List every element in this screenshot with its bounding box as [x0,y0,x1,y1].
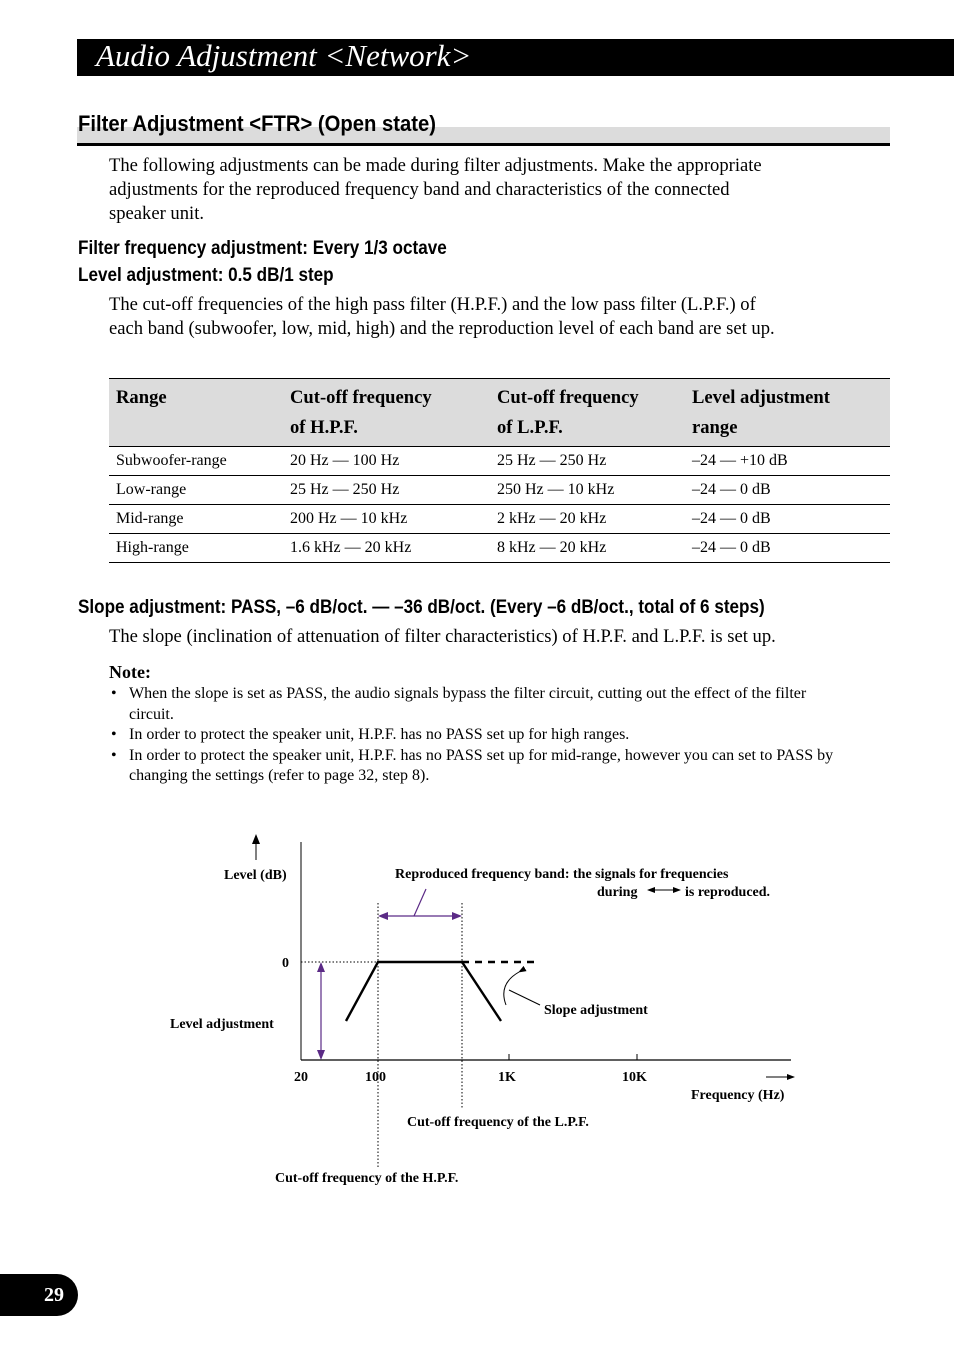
table-cell: Mid-range [109,505,283,534]
note-title: Note: [109,662,151,682]
page-number-tab [0,1274,78,1316]
table-cell: –24 — 0 dB [685,534,890,563]
freq-adjust-heading: Filter frequency adjustment: Every 1/3 octave [78,238,447,259]
level-adjustment-label: Level adjustment [170,1017,274,1032]
x-tick-label: 20 [294,1070,308,1085]
x-tick-label: 1K [498,1070,516,1085]
section-heading-rule [77,143,890,146]
table-cell: –24 — 0 dB [685,476,890,505]
slope-paragraph: The slope (inclination of attenuation of filter characteristics) of H.P.F. and L.P.F. is set up. [109,626,776,647]
filter-range-table [109,378,890,563]
freq-adjust-line: The cut-off frequencies of the high pass filter (H.P.F.) and the low pass filter (L.P.F.) of [109,294,756,315]
table-cell: 200 Hz — 10 kHz [283,505,490,534]
table-header-cell: Range [109,379,283,447]
table-cell: 25 Hz — 250 Hz [490,447,685,476]
list-item: • In order to protect the speaker unit, H.P.F. has no PASS set up for high ranges. [109,725,854,746]
hpf-cutoff-label: Cut-off frequency of the H.P.F. [275,1171,459,1186]
table-cell: Subwoofer-range [109,447,283,476]
band-label-during: during [597,885,638,900]
table-row [109,534,890,563]
table-cell: 20 Hz — 100 Hz [283,447,490,476]
note-list [109,684,854,787]
freq-adjust-paragraph [109,293,775,341]
table-header-cell: Cut-off frequency of L.P.F. [490,379,685,447]
table-row [109,505,890,534]
filter-characteristic-diagram [0,820,954,1200]
intro-line: speaker unit. [109,203,205,224]
freq-adjust-line: each band (subwoofer, low, mid, high) and the reproduction level of each band are set up. [109,318,775,339]
intro-line: adjustments for the reproduced frequency band and characteristics of the connected [109,179,730,200]
table-cell: 8 kHz — 20 kHz [490,534,685,563]
zero-label: 0 [282,956,289,971]
table-header-row [109,379,890,447]
page-number: 29 [44,1284,64,1306]
list-item: • When the slope is set as PASS, the audio signals bypass the filter circuit, cutting out the effect of the filter circuit. [109,684,854,725]
band-label-reproduced: is reproduced. [685,885,771,900]
slope-leader-line [509,990,540,1005]
intro-line: The following adjustments can be made during filter adjustments. Make the appropriate [109,155,762,176]
list-item: • In order to protect the speaker unit, H.P.F. has no PASS set up for mid-range, however you can set to PASS by changing the settings (refer to page 32, step 8). [109,746,854,787]
table-cell: 2 kHz — 20 kHz [490,505,685,534]
x-tick-label: 100 [365,1070,386,1085]
table-cell: High-range [109,534,283,563]
page-header-title: Audio Adjustment <Network> [96,38,472,73]
filter-curve [346,962,501,1021]
band-leader-line [414,889,426,916]
lpf-cutoff-label: Cut-off frequency of the L.P.F. [407,1115,589,1130]
frequency-label: Frequency (Hz) [691,1088,785,1103]
table-cell: –24 — +10 dB [685,447,890,476]
intro-paragraph [109,154,762,226]
table-cell: 1.6 kHz — 20 kHz [283,534,490,563]
band-label: Reproduced frequency band: the signals for frequencies [395,867,729,882]
level-adjust-heading: Level adjustment: 0.5 dB/1 step [78,265,334,286]
table-cell: –24 — 0 dB [685,505,890,534]
table-cell: 250 Hz — 10 kHz [490,476,685,505]
slope-heading: Slope adjustment: PASS, –6 dB/oct. — –36 dB/oct. (Every –6 dB/oct., total of 6 steps) [78,597,765,618]
level-db-label: Level (dB) [224,868,287,883]
slope-arc-arrow [504,972,519,1005]
table-cell: 25 Hz — 250 Hz [283,476,490,505]
section-title: Filter Adjustment <FTR> (Open state) [78,111,436,136]
x-tick-label: 10K [622,1070,647,1085]
table-header-cell: Level adjustment range [685,379,890,447]
table-cell: Low-range [109,476,283,505]
table-header-cell: Cut-off frequency of H.P.F. [283,379,490,447]
table-row [109,476,890,505]
table-row [109,447,890,476]
slope-adjustment-label: Slope adjustment [544,1003,648,1018]
